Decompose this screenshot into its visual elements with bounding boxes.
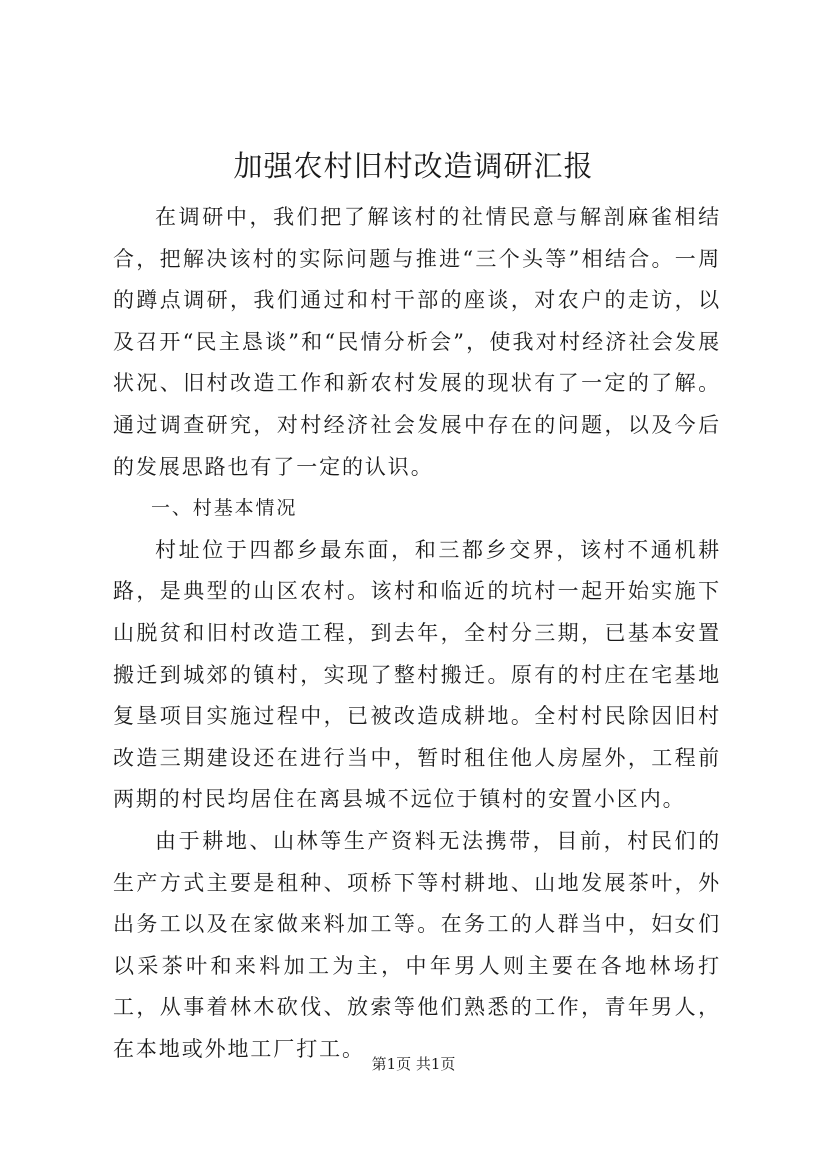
section-heading: 一、村基本情况 bbox=[151, 497, 298, 520]
document-title: 加强农村旧村改造调研汇报 bbox=[233, 149, 594, 183]
document-body bbox=[113, 197, 721, 1070]
page-footer: 第1页 共1页 bbox=[371, 1055, 456, 1073]
paragraph-intro: 在调研中，我们把了解该村的社情民意与解剖麻雀相结合，把解决该村的实际问题与推进“三个头等”相结合。一周的蹲点调研，我们通过和村干部的座谈，对农户的走访，以及召开“民主恳谈”和“民情分析会”，使我对村经济社会发展状况、旧村改造工作和新农村发展的现状有了一定的了解。通过调查研究，对村经济社会发展中存在的问题，以及今后的发展思路也有了一定的认识。 bbox=[113, 205, 721, 479]
paragraph-livelihood: 由于耕地、山林等生产资料无法携带，目前，村民们的生产方式主要是租种、项桥下等村耕地、山地发展茶叶，外出务工以及在家做来料加工等。在务工的人群当中，妇女们以采茶叶和来料加工为主，中年男人则主要在各地林场打工，从事着林木砍伐、放索等他们熟悉的工作，青年男人，在本地或外地工厂打工。 bbox=[113, 828, 721, 1061]
paragraph-village-location: 村址位于四都乡最东面，和三都乡交界，该村不通机耕路，是典型的山区农村。该村和临近的坑村一起开始实施下山脱贫和旧村改造工程，到去年，全村分三期，已基本安置搬迁到城郊的镇村，实现了整村搬迁。原有的村庄在宅基地复垦项目实施过程中，已被改造成耕地。全村村民除因旧村改造三期建设还在进行当中，暂时租住他人房屋外，工程前两期的村民均居住在离县城不远位于镇村的安置小区内。 bbox=[113, 537, 721, 812]
